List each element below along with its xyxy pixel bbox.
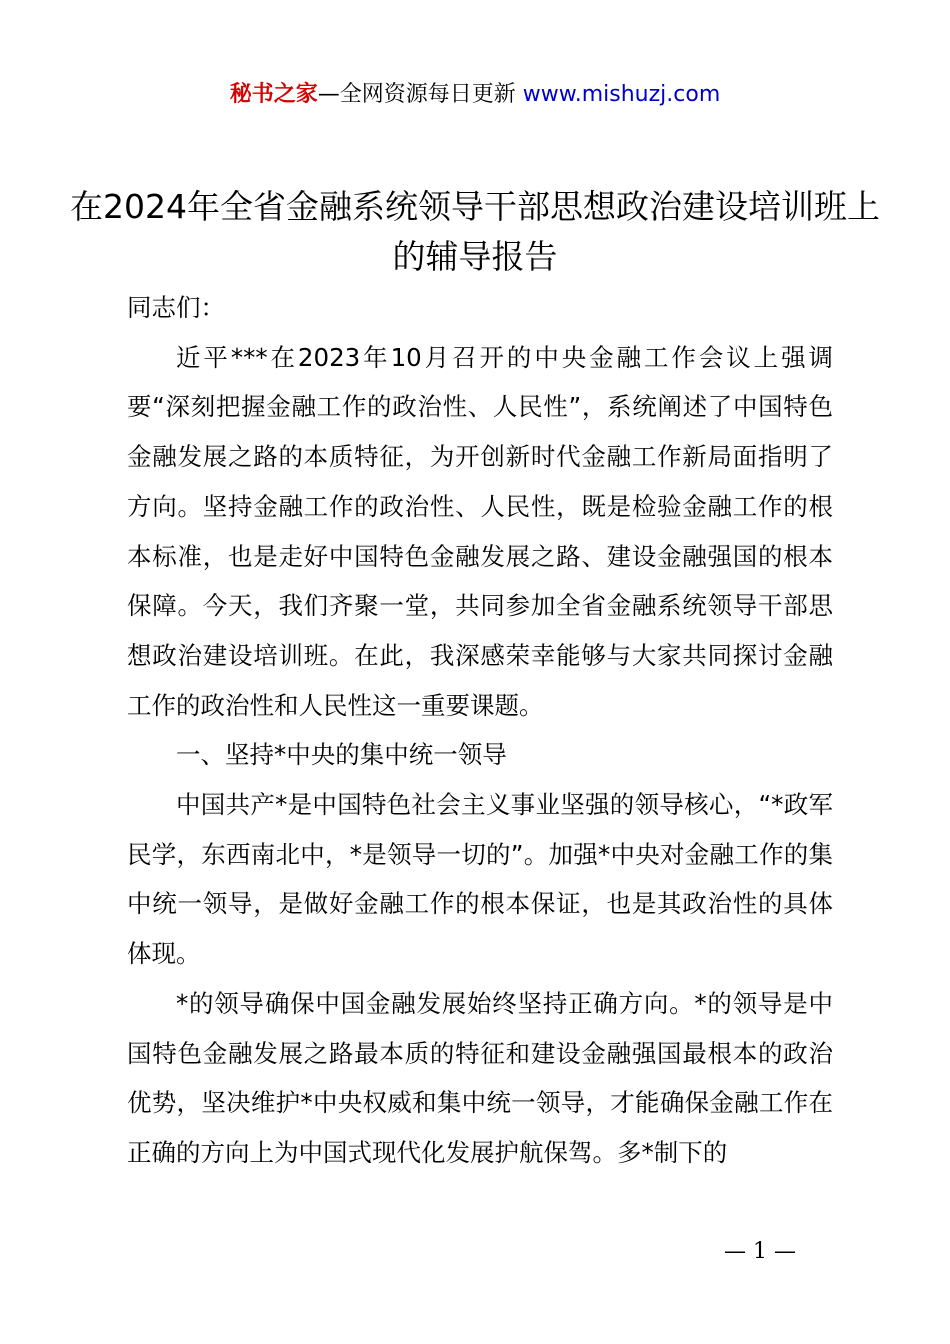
document-title: 在2024年全省金融系统领导干部思想政治建设培训班上的辅导报告	[70, 187, 880, 276]
body-paragraph: *的领导确保中国金融发展始终坚持正确方向。*的领导是中国特色金融发展之路最本质的特征和建设金融强国最根本的政治优势，坚决维护*中央权威和集中统一领导，才能确保金融工作在正确的方向上为中国式现代化发展护航保驾。多*制下的	[127, 988, 833, 1167]
intro-paragraph: 近平***在2023年10月召开的中央金融工作会议上强调要“深刻把握金融工作的政治性、人民性”，系统阐述了中国特色金融发展之路的本质特征，为开创新时代金融工作新局面指明了方向。坚持金融工作的政治性、人民性，既是检验金融工作的根本标准，也是走好中国特色金融发展之路、建设金融强国的根本保障。今天，我们齐聚一堂，共同参加全省金融系统领导干部思想政治建设培训班。在此，我深感荣幸能够与大家共同探讨金融工作的政治性和人民性这一重要课题。	[127, 342, 833, 720]
body-paragraph: 中国共产*是中国特色社会主义事业坚强的领导核心，“*政军民学，东西南北中，*是领导一切的”。加强*中央对金融工作的集中统一领导，是做好金融工作的根本保证，也是其政治性的具体体现。	[127, 790, 833, 969]
page-number: — 1 —	[724, 1239, 796, 1264]
site-tagline: —全网资源每日更新	[317, 82, 516, 107]
site-brand: 秘书之家	[229, 82, 318, 107]
site-url-link[interactable]: www.mishuzj.com	[522, 82, 721, 107]
salutation: 同志们：	[127, 293, 225, 322]
document-body	[127, 283, 833, 1178]
section-heading: 一、坚持*中央的集中统一领导	[176, 740, 507, 770]
site-banner	[0, 78, 950, 112]
